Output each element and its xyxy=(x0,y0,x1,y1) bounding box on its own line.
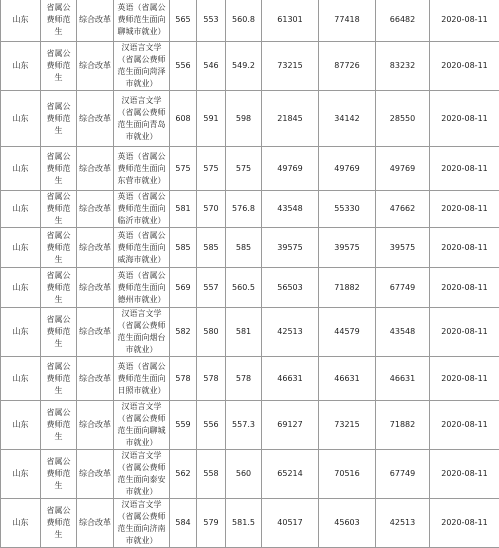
cell-min-rank: 21845 xyxy=(262,91,319,147)
cell-max-score: 565 xyxy=(170,0,197,42)
cell-min-score: 591 xyxy=(197,91,226,147)
cell-min-score: 575 xyxy=(197,147,226,191)
cell-major: 英语（省属公费师范生面向聊城市就业） xyxy=(114,0,170,42)
table-row xyxy=(1,308,499,357)
cell-province: 山东 xyxy=(1,0,41,42)
cell-major: 汉语言文学（省属公费师范生面向济南市就业） xyxy=(114,499,170,548)
cell-avg-score: 575 xyxy=(226,147,262,191)
cell-min-rank: 61301 xyxy=(262,0,319,42)
cell-max-score: 556 xyxy=(170,42,197,91)
cell-min-rank: 46631 xyxy=(262,357,319,401)
table-row xyxy=(1,228,499,268)
cell-major: 英语（省属公费师范生面向威海市就业） xyxy=(114,228,170,268)
cell-date: 2020-08-11 xyxy=(430,308,499,357)
cell-max-score: 569 xyxy=(170,268,197,308)
cell-avg-rank: 49769 xyxy=(376,147,430,191)
cell-major: 汉语言文学（省属公费师范生面向青岛市就业） xyxy=(114,91,170,147)
cell-min-rank: 42513 xyxy=(262,308,319,357)
cell-subject: 综合改革 xyxy=(77,191,114,228)
cell-subject: 综合改革 xyxy=(77,401,114,450)
cell-subject: 综合改革 xyxy=(77,357,114,401)
cell-province: 山东 xyxy=(1,401,41,450)
cell-min-rank: 73215 xyxy=(262,42,319,91)
table-row xyxy=(1,42,499,91)
cell-avg-rank: 67749 xyxy=(376,450,430,499)
cell-min-score: 546 xyxy=(197,42,226,91)
cell-major: 汉语言文学（省属公费师范生面向泰安市就业） xyxy=(114,450,170,499)
cell-avg-rank: 39575 xyxy=(376,228,430,268)
cell-subject: 综合改革 xyxy=(77,147,114,191)
cell-subject: 综合改革 xyxy=(77,268,114,308)
cell-min-rank: 43548 xyxy=(262,191,319,228)
cell-avg-rank: 83232 xyxy=(376,42,430,91)
table-row xyxy=(1,147,499,191)
cell-max-score: 608 xyxy=(170,91,197,147)
cell-avg-score: 585 xyxy=(226,228,262,268)
cell-max-rank: 73215 xyxy=(319,401,376,450)
cell-min-score: 553 xyxy=(197,0,226,42)
cell-batch: 省属公费师范生 xyxy=(41,268,77,308)
table-row xyxy=(1,450,499,499)
cell-subject: 综合改革 xyxy=(77,42,114,91)
cell-batch: 省属公费师范生 xyxy=(41,357,77,401)
cell-subject: 综合改革 xyxy=(77,499,114,548)
cell-date: 2020-08-11 xyxy=(430,91,499,147)
cell-avg-score: 560.5 xyxy=(226,268,262,308)
cell-avg-rank: 43548 xyxy=(376,308,430,357)
cell-min-rank: 49769 xyxy=(262,147,319,191)
cell-max-score: 559 xyxy=(170,401,197,450)
cell-avg-rank: 67749 xyxy=(376,268,430,308)
cell-min-score: 585 xyxy=(197,228,226,268)
cell-max-rank: 87726 xyxy=(319,42,376,91)
cell-max-rank: 46631 xyxy=(319,357,376,401)
cell-batch: 省属公费师范生 xyxy=(41,42,77,91)
cell-max-score: 584 xyxy=(170,499,197,548)
cell-major: 英语（省属公费师范生面向德州市就业） xyxy=(114,268,170,308)
cell-subject: 综合改革 xyxy=(77,228,114,268)
cell-avg-rank: 71882 xyxy=(376,401,430,450)
cell-subject: 综合改革 xyxy=(77,0,114,42)
cell-batch: 省属公费师范生 xyxy=(41,308,77,357)
table-body xyxy=(1,0,499,548)
table-row xyxy=(1,0,499,42)
cell-max-score: 581 xyxy=(170,191,197,228)
table-row xyxy=(1,357,499,401)
cell-date: 2020-08-11 xyxy=(430,42,499,91)
table-row xyxy=(1,191,499,228)
cell-avg-rank: 47662 xyxy=(376,191,430,228)
cell-avg-rank: 42513 xyxy=(376,499,430,548)
cell-batch: 省属公费师范生 xyxy=(41,450,77,499)
cell-max-score: 582 xyxy=(170,308,197,357)
cell-min-rank: 69127 xyxy=(262,401,319,450)
cell-min-rank: 40517 xyxy=(262,499,319,548)
cell-min-rank: 39575 xyxy=(262,228,319,268)
cell-min-rank: 56503 xyxy=(262,268,319,308)
cell-avg-rank: 46631 xyxy=(376,357,430,401)
cell-date: 2020-08-11 xyxy=(430,401,499,450)
cell-subject: 综合改革 xyxy=(77,450,114,499)
cell-avg-score: 557.3 xyxy=(226,401,262,450)
cell-max-rank: 44579 xyxy=(319,308,376,357)
cell-province: 山东 xyxy=(1,308,41,357)
cell-major: 汉语言文学（省属公费师范生面向菏泽市就业） xyxy=(114,42,170,91)
cell-min-score: 557 xyxy=(197,268,226,308)
cell-date: 2020-08-11 xyxy=(430,191,499,228)
cell-date: 2020-08-11 xyxy=(430,268,499,308)
cell-province: 山东 xyxy=(1,42,41,91)
cell-date: 2020-08-11 xyxy=(430,0,499,42)
cell-avg-rank: 66482 xyxy=(376,0,430,42)
cell-date: 2020-08-11 xyxy=(430,450,499,499)
cell-avg-score: 560.8 xyxy=(226,0,262,42)
cell-avg-score: 581 xyxy=(226,308,262,357)
cell-max-rank: 49769 xyxy=(319,147,376,191)
cell-province: 山东 xyxy=(1,450,41,499)
cell-batch: 省属公费师范生 xyxy=(41,499,77,548)
cell-subject: 综合改革 xyxy=(77,91,114,147)
cell-batch: 省属公费师范生 xyxy=(41,191,77,228)
cell-max-score: 575 xyxy=(170,147,197,191)
cell-batch: 省属公费师范生 xyxy=(41,228,77,268)
cell-province: 山东 xyxy=(1,191,41,228)
cell-avg-rank: 28550 xyxy=(376,91,430,147)
cell-avg-score: 581.5 xyxy=(226,499,262,548)
table-row xyxy=(1,91,499,147)
cell-min-score: 580 xyxy=(197,308,226,357)
cell-max-rank: 55330 xyxy=(319,191,376,228)
cell-min-rank: 65214 xyxy=(262,450,319,499)
cell-max-rank: 45603 xyxy=(319,499,376,548)
cell-max-rank: 71882 xyxy=(319,268,376,308)
cell-max-rank: 77418 xyxy=(319,0,376,42)
cell-avg-score: 578 xyxy=(226,357,262,401)
cell-date: 2020-08-11 xyxy=(430,499,499,548)
cell-min-score: 578 xyxy=(197,357,226,401)
cell-max-rank: 39575 xyxy=(319,228,376,268)
cell-avg-score: 560 xyxy=(226,450,262,499)
cell-avg-score: 549.2 xyxy=(226,42,262,91)
cell-date: 2020-08-11 xyxy=(430,228,499,268)
table-row xyxy=(1,499,499,548)
cell-max-rank: 70516 xyxy=(319,450,376,499)
cell-major: 英语（省属公费师范生面向日照市就业） xyxy=(114,357,170,401)
cell-max-score: 578 xyxy=(170,357,197,401)
cell-min-score: 556 xyxy=(197,401,226,450)
cell-batch: 省属公费师范生 xyxy=(41,401,77,450)
cell-province: 山东 xyxy=(1,499,41,548)
cell-max-score: 562 xyxy=(170,450,197,499)
cell-max-rank: 34142 xyxy=(319,91,376,147)
cell-province: 山东 xyxy=(1,91,41,147)
cell-major: 英语（省属公费师范生面向东营市就业） xyxy=(114,147,170,191)
cell-province: 山东 xyxy=(1,357,41,401)
cell-batch: 省属公费师范生 xyxy=(41,0,77,42)
table-row xyxy=(1,268,499,308)
cell-major: 英语（省属公费师范生面向临沂市就业） xyxy=(114,191,170,228)
cell-batch: 省属公费师范生 xyxy=(41,147,77,191)
cell-min-score: 558 xyxy=(197,450,226,499)
cell-max-score: 585 xyxy=(170,228,197,268)
cell-major: 汉语言文学（省属公费师范生面向烟台市就业） xyxy=(114,308,170,357)
cell-batch: 省属公费师范生 xyxy=(41,91,77,147)
cell-date: 2020-08-11 xyxy=(430,147,499,191)
cell-province: 山东 xyxy=(1,228,41,268)
cell-subject: 综合改革 xyxy=(77,308,114,357)
cell-avg-score: 598 xyxy=(226,91,262,147)
cell-province: 山东 xyxy=(1,147,41,191)
cell-avg-score: 576.8 xyxy=(226,191,262,228)
table-row xyxy=(1,401,499,450)
cell-min-score: 579 xyxy=(197,499,226,548)
cell-province: 山东 xyxy=(1,268,41,308)
cell-min-score: 570 xyxy=(197,191,226,228)
cell-major: 汉语言文学（省属公费师范生面向聊城市就业） xyxy=(114,401,170,450)
cell-date: 2020-08-11 xyxy=(430,357,499,401)
